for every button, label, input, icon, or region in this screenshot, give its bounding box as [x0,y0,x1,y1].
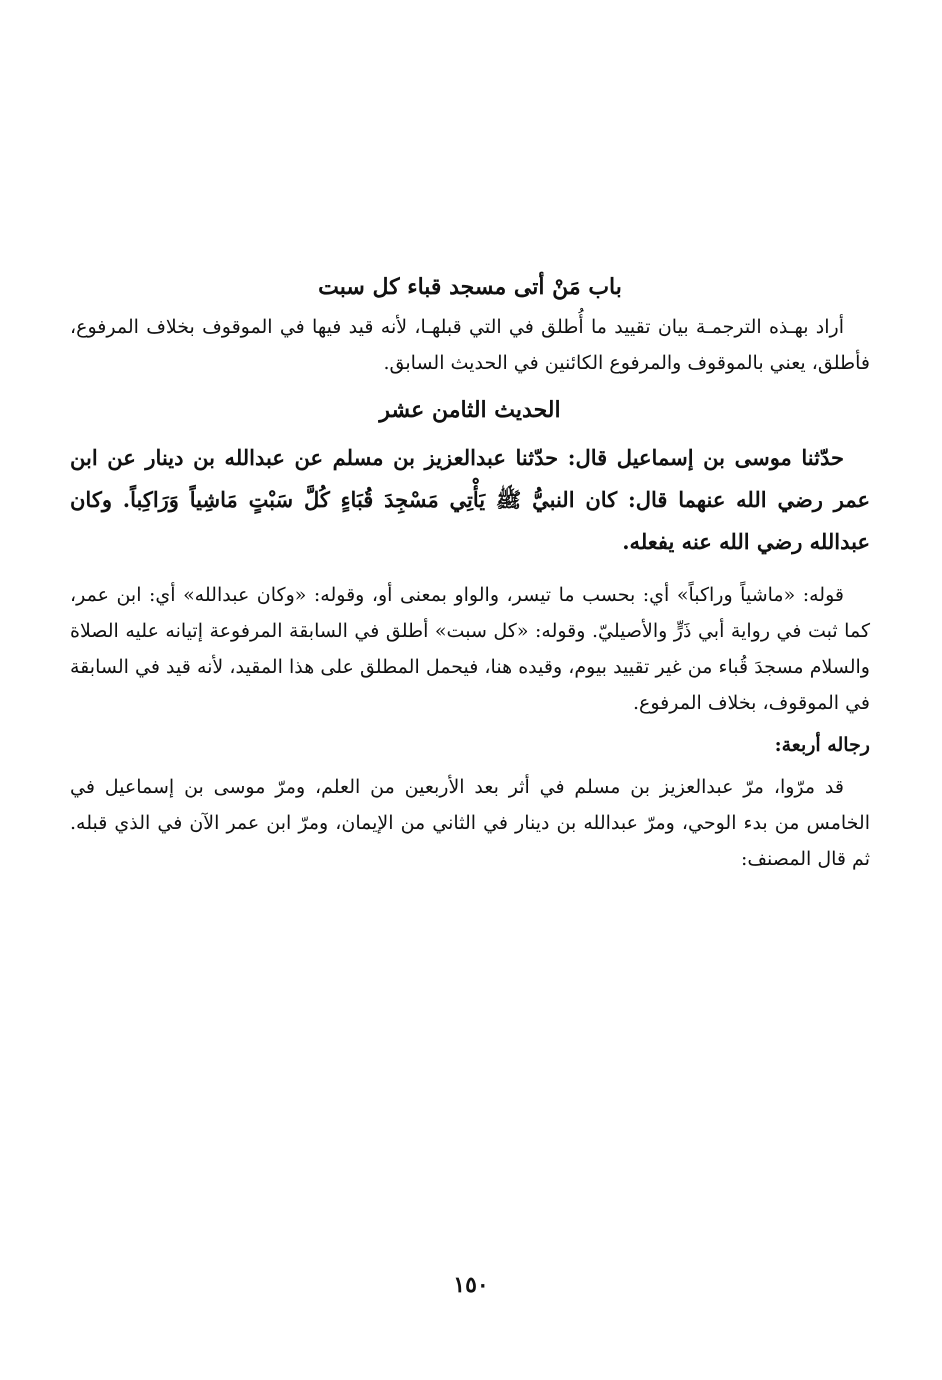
page-number: ١٥٠ [453,1272,489,1298]
narrators-heading: رجاله أربعة: [774,733,870,756]
intro-paragraph: أراد بهـذه الترجمـة بيان تقييد ما أُطلق في التي قبلهـا، لأنه قيد فيها في الموقوف بخلاف المرفوع، فأطلق، يعني بالموقوف والمرفوع الكائنين في الحديث السابق. [70,316,870,375]
narrators-paragraph: قد مرّوا، مرّ عبدالعزيز بن مسلم في أثر بعد الأربعين من العلم، ومرّ موسى بن إسماعيل في الخامس من بدء الوحي، ومرّ عبدالله بن دينار في الثاني من الإيمان، ومرّ ابن عمر الآن في الذي قبله. ثم قال المصنف: [70,776,870,871]
page-content [70,270,870,877]
hadith-title: الحديث الثامن عشر [379,397,561,424]
commentary-paragraph: قوله: «ماشياً وراكباً» أي: بحسب ما تيسر، والواو بمعنى أو، وقوله: «وكان عبدالله» أي: ابن عمر، كما ثبت في رواية أبي ذَرٍّ والأصيليّ. وقوله: «كل سبت» أطلق في السابقة المرفوعة إتيانه عليه الصلاة والسلام مسجدَ قُباء من غير تقييد بيوم، وقيده هنا، فيحمل المطلق على هذا المقيد، لأنه قيد في السابقة في الموقوف، بخلاف المرفوع. [70,583,870,714]
chapter-title: باب مَنْ أتى مسجد قباء كل سبت [318,274,622,300]
hadith-paragraph: حدّثنا موسى بن إسماعيل قال: حدّثنا عبدالعزيز بن مسلم عن عبدالله بن دينار عن ابن عمر رضي الله عنهما قال: كان النبيُّ ﷺ يَأْتِي مَسْجِدَ قُبَاءٍ كُلَّ سَبْتٍ مَاشِياً وَرَاكِباً. وكان عبدالله رضي الله عنه يفعله. [70,444,870,554]
